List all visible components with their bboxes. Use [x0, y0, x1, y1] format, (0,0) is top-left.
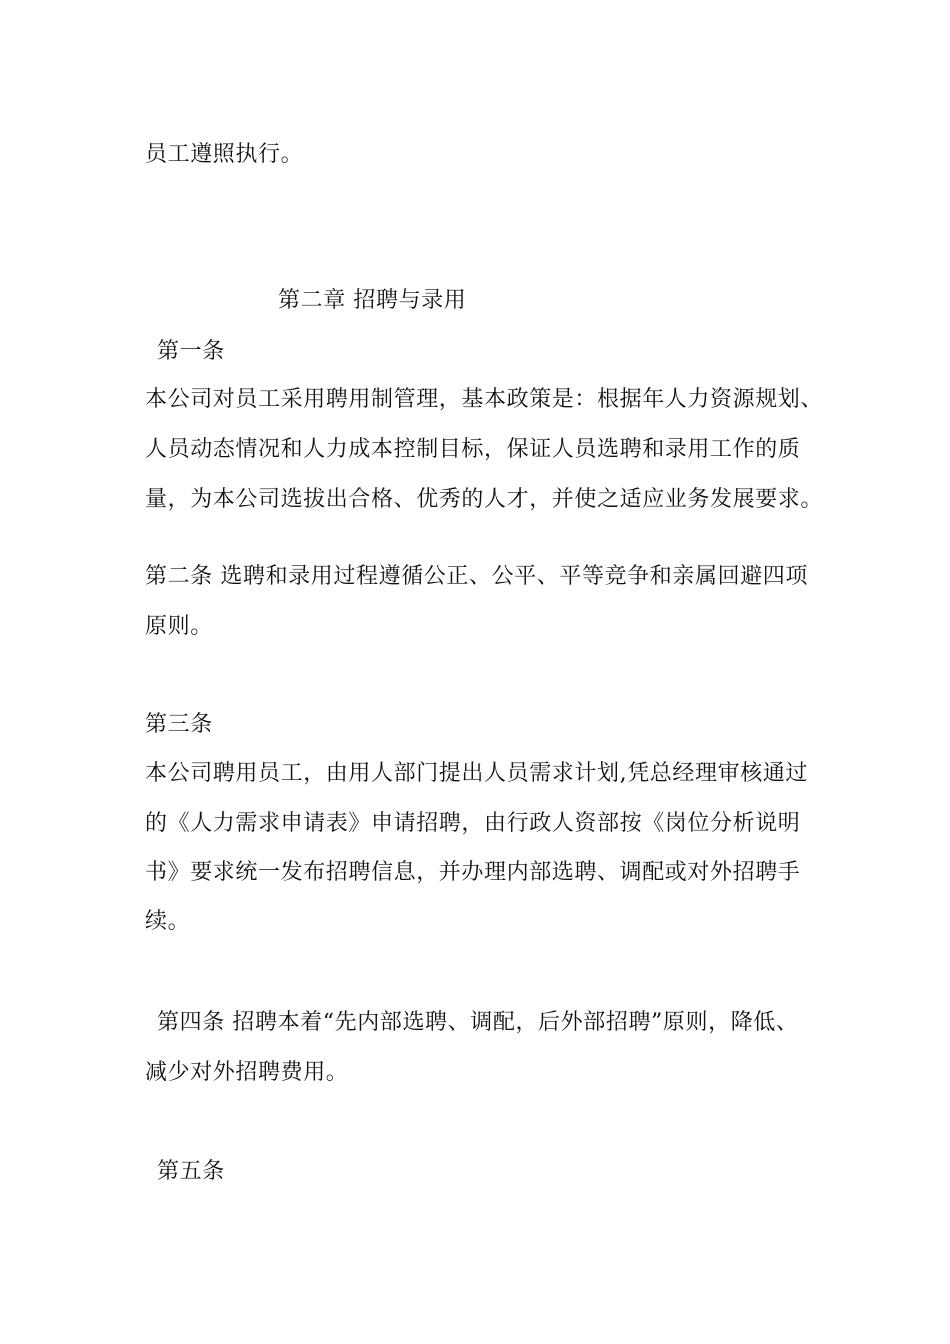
article-1-text-line: 人员动态情况和人力成本控制目标，保证人员选聘和录用工作的质 [145, 437, 801, 462]
article-4-text-line: 减少对外招聘费用。 [145, 1060, 349, 1085]
article-4-text-line: 第四条 招聘本着“先内部选聘、调配，后外部招聘”原则，降低、 [157, 1010, 799, 1035]
article-2-text-line: 原则。 [145, 614, 213, 639]
text-line-continuation: 员工遵照执行。 [145, 142, 304, 167]
article-5-heading: 第五条 [157, 1159, 225, 1184]
article-1-text-line: 量，为本公司选拔出合格、优秀的人才，并使之适应业务发展要求。 [145, 487, 824, 512]
article-2-text-line: 第二条 选聘和录用过程遵循公正、公平、平等竞争和亲属回避四项 [145, 564, 808, 589]
chapter-heading: 第二章 招聘与录用 [278, 288, 467, 313]
article-3-heading: 第三条 [145, 712, 213, 737]
article-3-text-line: 的《人力需求申请表》申请招聘，由行政人资部按《岗位分析说明 [145, 811, 801, 836]
article-3-text-line: 续。 [145, 909, 191, 934]
article-1-heading: 第一条 [157, 339, 225, 364]
article-1-text-line: 本公司对员工采用聘用制管理，基本政策是：根据年人力资源规划、 [145, 387, 824, 412]
article-3-text-line: 本公司聘用员工，由用人部门提出人员需求计划,凭总经理审核通过 [145, 761, 808, 786]
article-3-text-line: 书》要求统一发布招聘信息，并办理内部选聘、调配或对外招聘手 [145, 860, 801, 885]
